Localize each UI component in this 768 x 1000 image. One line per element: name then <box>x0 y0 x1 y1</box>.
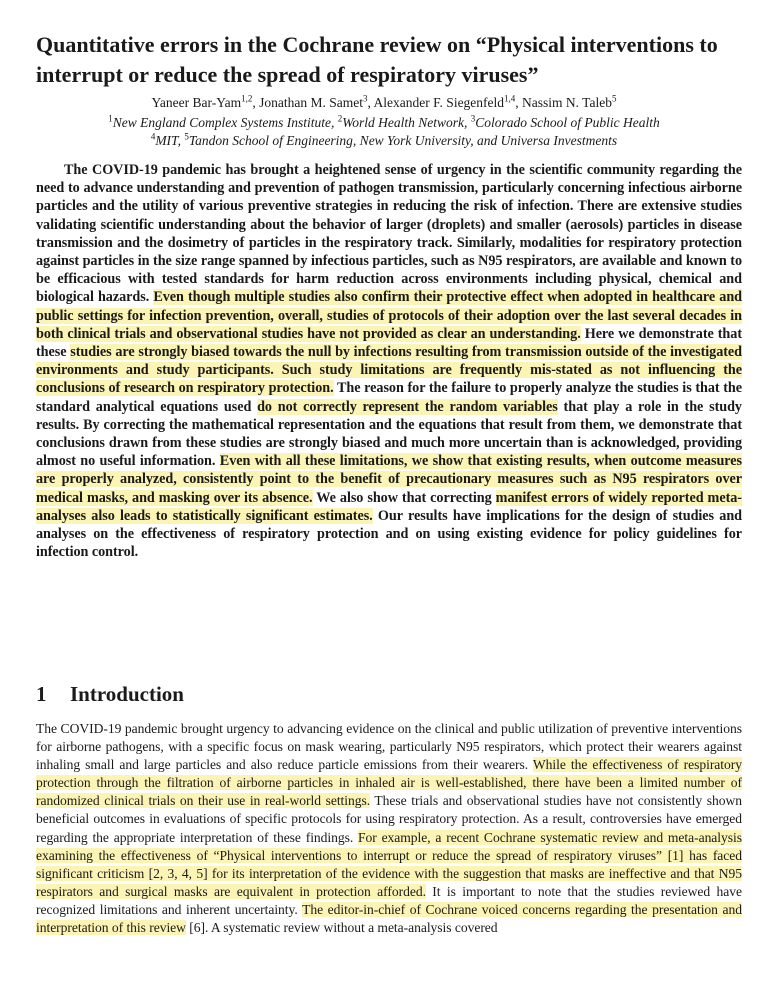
author-name: Yaneer Bar-Yam <box>151 95 242 110</box>
abstract-text: The reason for the failure to properly analyze the studies is that the standard analytical equations used <box>36 380 742 415</box>
intro-text: [6]. A systematic review without a meta-analysis covered <box>185 920 498 936</box>
abstract <box>36 161 742 561</box>
abstract-highlight: Even with all these limitations, we show that existing results, when outcome measures are properly analyzed, consistently point to the benefit of precautionary measures such as N95 respirators over medical masks, and masking over its absence. <box>36 453 742 506</box>
abstract-text: Here we demonstrate that these <box>36 325 742 361</box>
paper-title: Quantitative errors in the Cochrane review on “Physical interventions to interrupt or reduce the spread of respiratory viruses” <box>36 32 718 87</box>
abstract-text: Our results have implications for the design of studies and analyses on the effectiveness of respiratory protection and on using existing evidence for policy guidelines for infection control. <box>36 507 742 561</box>
affiliation-marker: 3 <box>470 113 476 124</box>
section-heading <box>36 680 184 708</box>
intro-highlight: For example, a recent Cochrane systematic review and meta-analysis examining the effectiveness of “Physical interventions to interrupt or reduce the spread of respiratory viruses” [1] has faced significant criticism [2, 3, 4, 5] for its interpretation of the evidence with the suggestion that masks are ineffective and that N95 respirators and surgical masks are equivalent in protection afforded. <box>36 829 742 899</box>
author-list: Yaneer Bar-Yam$^{1,2}$, Jonathan M. Samet$^3$, Alexander F. Siegenfeld$^{1,4}$, Nassim N. Taleb$^5$ <box>151 93 617 110</box>
intro-text: These trials and observational studies have not consistently shown beneficial outcomes in evaluations of specific protocols for using respiratory protection. As a result, controversies have emerged regarding the appropriate interpretation of these findings. <box>36 793 742 845</box>
affiliation-name: MIT <box>155 133 178 148</box>
abstract-text: The COVID-19 pandemic has brought a heightened sense of urgency in the scientific community regarding the need to advance understanding and prevention of pathogen transmission, particularly concerning infectious airborne particles and the utility of various preventive strategies in reducing the risk of infection. There are extensive studies validating scientific understanding about the behavior of larger (droplets) and smaller (aerosols) particles in disease transmission and the dosimetry of particles in the respiratory track. Similarly, modalities for respiratory protection against particles in the size range spanned by infectious particles, such as N95 respirators, are available and known to be efficacious with tested standards for harm reduction across environments including physical, chemical and biological hazards. <box>36 162 742 306</box>
affiliation-name: World Health Network <box>342 115 464 130</box>
affiliation-marker: 2 <box>337 113 343 124</box>
abstract-highlight: do not correctly represent the random variables <box>257 398 558 415</box>
affiliations-line-2: $^4$MIT, $^5$Tandon School of Engineering, New York University, and Universa Investments <box>150 131 618 148</box>
affiliation-marker: 4 <box>150 131 156 142</box>
author-affiliation-marker: 1,4 <box>504 93 516 104</box>
abstract-highlight: manifest errors of widely reported meta-analyses also leads to statistically significant estimates. <box>36 489 742 524</box>
intro-text: The COVID-19 pandemic brought urgency to advancing evidence on the clinical and public utilization of preventive interventions for airborne pathogens, with a specific focus on mask wearing, particularly N95 respirators, which protect their wearers against inhaling small and large particles and also reduce particle emissions from their wearers. <box>36 721 742 773</box>
author-affiliation-marker: 1,2 <box>241 93 253 104</box>
author-name: Nassim N. Taleb <box>522 95 612 110</box>
affiliation-name: Colorado School of Public Health <box>475 115 660 130</box>
affiliation-marker: 5 <box>184 131 189 142</box>
affiliation-name: Tandon School of Engineering, New York University, and Universa Investments <box>188 133 618 148</box>
abstract-highlight: Even though multiple studies also confirm their protective effect when adopted in healthcare and public settings for infection prevention, overall, studies of protocols of their adoption over the last several decades in both clinical trials and observational studies have not provided as clear an understanding. <box>36 289 742 342</box>
intro-highlight: While the effectiveness of respiratory protection through the filtration of airborne particles in inhaled air is well-established, there have been a limited number of randomized clinical trials on their use in real-world settings. <box>36 757 742 809</box>
affiliations-line-1: $^1$New England Complex Systems Institute, $^2$World Health Network, $^3$Colorado School of Public Health <box>108 113 660 130</box>
section-title: Introduction <box>70 682 184 706</box>
intro-text: It is important to note that the studies reviewed have recognized limitations and inherent uncertainty. <box>36 883 742 917</box>
affiliation-name: New England Complex Systems Institute <box>112 115 331 130</box>
section-number: 1 <box>36 682 47 706</box>
intro-highlight: The editor-in-chief of Cochrane voiced concerns regarding the presentation and interpretation of this review <box>36 901 742 936</box>
author-name: Alexander F. Siegenfeld <box>373 95 505 110</box>
author-name: Jonathan M. Samet <box>259 95 364 110</box>
introduction-paragraph <box>36 720 742 937</box>
author-affiliation-marker: 5 <box>611 93 617 104</box>
author-affiliation-marker: 3 <box>363 93 368 104</box>
affiliation-marker: 1 <box>108 113 113 124</box>
abstract-text: that play a role in the study results. By correcting the mathematical representation and the equations that result from them, we demonstrate that conclusions drawn from these studies are strongly biased and much more uncertain than is acknowledged, providing almost no useful information. <box>36 398 742 470</box>
abstract-highlight: studies are strongly biased towards the null by infections resulting from transmission outside of the investigated environments and study participants. Such study limitations are frequently mis-stated as not influencing the conclusions of research on respiratory protection. <box>36 344 742 397</box>
abstract-text: We also show that correcting <box>312 489 496 506</box>
